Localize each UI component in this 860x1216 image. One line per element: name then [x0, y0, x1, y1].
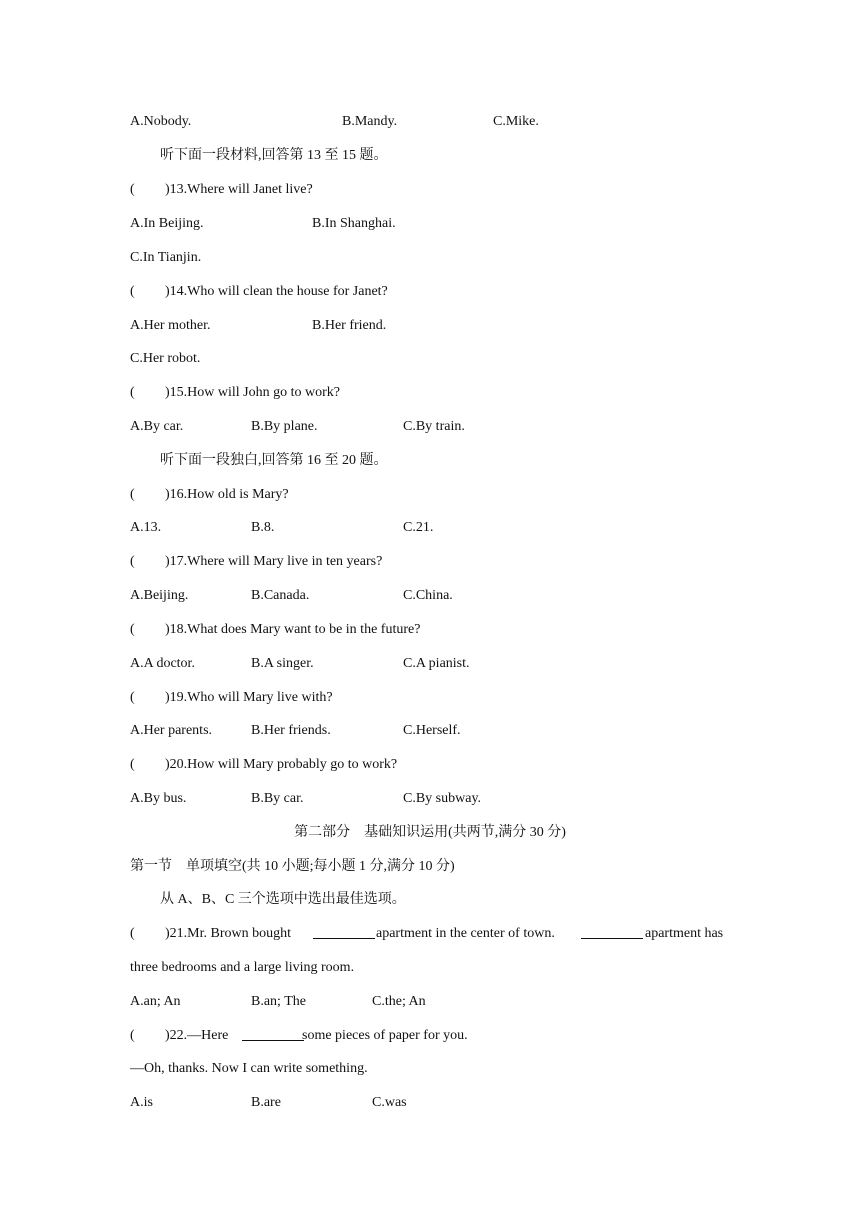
question-18-text: )18.What does Mary want to be in the future?	[165, 622, 421, 637]
q17-option-c: C.China.	[403, 588, 453, 603]
section1-instruction: 从 A、B、C 三个选项中选出最佳选项。	[160, 892, 406, 907]
q17-option-a: A.Beijing.	[130, 588, 189, 603]
instruction-16-20: 听下面一段独白,回答第 16 至 20 题。	[160, 453, 388, 468]
q19-option-c: C.Herself.	[403, 723, 461, 738]
blank-line	[242, 1027, 304, 1047]
q21-option-a: A.an; An	[130, 994, 181, 1009]
blank-line	[313, 925, 375, 945]
answer-paren: (	[130, 1028, 135, 1043]
answer-paren: (	[130, 554, 135, 569]
q13-option-c: C.In Tianjin.	[130, 250, 202, 265]
question-14-text: )14.Who will clean the house for Janet?	[165, 284, 388, 299]
q19-option-b: B.Her friends.	[251, 723, 331, 738]
q22-option-a: A.is	[130, 1095, 153, 1110]
answer-paren: (	[130, 690, 135, 705]
q12-option-c: C.Mike.	[493, 114, 539, 129]
question-19-text: )19.Who will Mary live with?	[165, 690, 333, 705]
question-20-text: )20.How will Mary probably go to work?	[165, 757, 398, 772]
q15-option-c: C.By train.	[403, 419, 465, 434]
answer-paren: (	[130, 487, 135, 502]
part2-title: 第二部分 基础知识运用(共两节,满分 30 分)	[294, 825, 566, 840]
question-22-end: some pieces of paper for you.	[302, 1028, 468, 1043]
q20-option-c: C.By subway.	[403, 791, 482, 806]
question-21-text: )21.Mr. Brown bought	[165, 926, 291, 941]
q13-option-a: A.In Beijing.	[130, 216, 204, 231]
q16-option-a: A.13.	[130, 520, 162, 535]
q21-option-c: C.the; An	[372, 994, 426, 1009]
q15-option-b: B.By plane.	[251, 419, 318, 434]
section1-title: 第一节 单项填空(共 10 小题;每小题 1 分,满分 10 分)	[130, 859, 455, 874]
q14-option-c: C.Her robot.	[130, 351, 201, 366]
q20-option-b: B.By car.	[251, 791, 304, 806]
answer-paren: (	[130, 926, 135, 941]
q22-option-c: C.was	[372, 1095, 407, 1110]
question-17-text: )17.Where will Mary live in ten years?	[165, 554, 383, 569]
q22-option-b: B.are	[251, 1095, 281, 1110]
answer-paren: (	[130, 757, 135, 772]
answer-paren: (	[130, 182, 135, 197]
q16-option-c: C.21.	[403, 520, 434, 535]
q12-option-b: B.Mandy.	[342, 114, 398, 129]
question-22-text: )22.—Here	[165, 1028, 229, 1043]
q21-option-b: B.an; The	[251, 994, 306, 1009]
q14-option-a: A.Her mother.	[130, 318, 211, 333]
q14-option-b: B.Her friend.	[312, 318, 387, 333]
q16-option-b: B.8.	[251, 520, 275, 535]
q18-option-b: B.A singer.	[251, 656, 314, 671]
question-13-text: )13.Where will Janet live?	[165, 182, 313, 197]
q13-option-b: B.In Shanghai.	[312, 216, 396, 231]
question-21-mid: apartment in the center of town.	[376, 926, 555, 941]
q12-option-a: A.Nobody.	[130, 114, 192, 129]
answer-paren: (	[130, 284, 135, 299]
q18-option-a: A.A doctor.	[130, 656, 195, 671]
question-21-end: apartment has	[645, 926, 724, 941]
blank-line	[581, 925, 643, 945]
q20-option-a: A.By bus.	[130, 791, 187, 806]
q15-option-a: A.By car.	[130, 419, 184, 434]
answer-paren: (	[130, 622, 135, 637]
answer-paren: (	[130, 385, 135, 400]
instruction-13-15: 听下面一段材料,回答第 13 至 15 题。	[160, 148, 388, 163]
question-15-text: )15.How will John go to work?	[165, 385, 340, 400]
q17-option-b: B.Canada.	[251, 588, 310, 603]
q18-option-c: C.A pianist.	[403, 656, 470, 671]
question-16-text: )16.How old is Mary?	[165, 487, 289, 502]
question-22-reply: —Oh, thanks. Now I can write something.	[130, 1061, 368, 1076]
q19-option-a: A.Her parents.	[130, 723, 213, 738]
question-21-continued: three bedrooms and a large living room.	[130, 960, 355, 975]
